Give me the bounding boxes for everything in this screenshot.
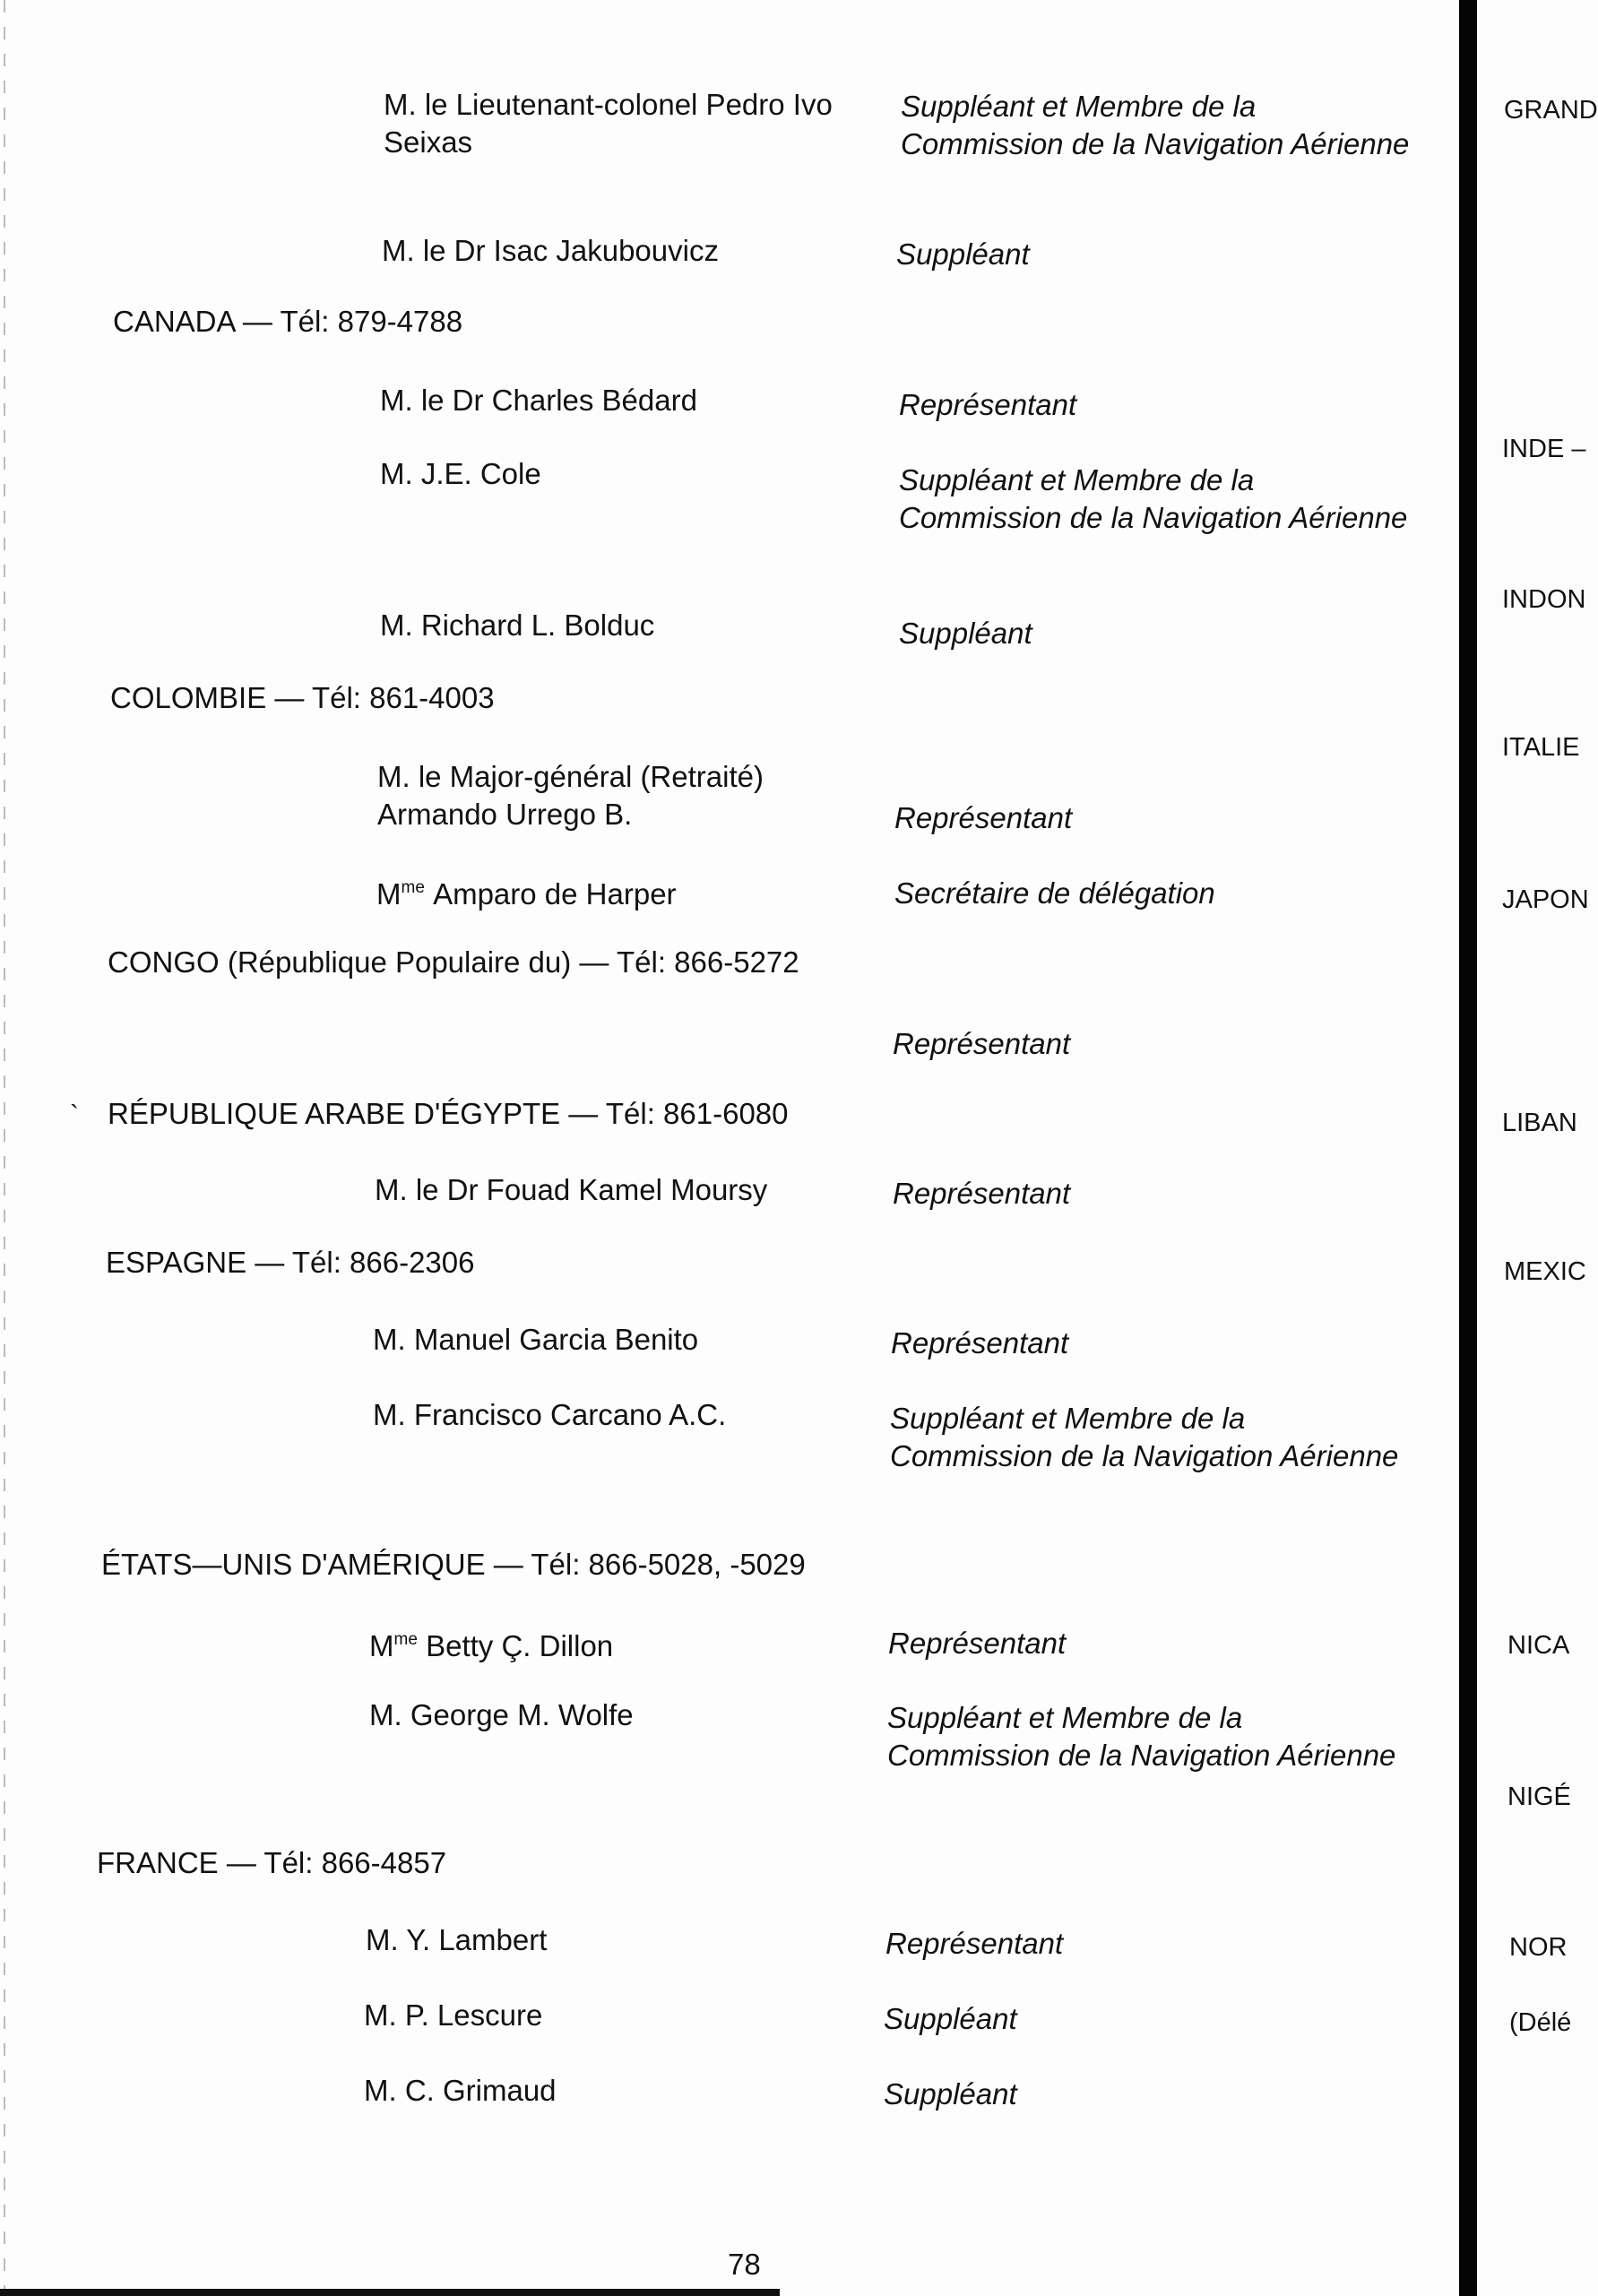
member-role: Suppléant <box>884 2077 1017 2110</box>
member-role: Secrétaire de délégation <box>894 876 1215 910</box>
member-name: M. Y. Lambert <box>366 1923 548 1956</box>
facing-country-fragment: JAPON <box>1502 885 1589 914</box>
member-role: Suppléant <box>899 617 1032 650</box>
book-gutter <box>1459 0 1477 2296</box>
member-name: M. George M. Wolfe <box>369 1698 634 1731</box>
facing-country-fragment: ITALIE <box>1502 733 1580 762</box>
member-name: M. Francisco Carcano A.C. <box>373 1398 727 1431</box>
member-name: M. le Dr Isac Jakubouvicz <box>382 234 719 267</box>
member-role: Représentant <box>885 1927 1064 1960</box>
member-role: Suppléant et Membre de la Commission de la Navigation Aérienne <box>890 1402 1399 1472</box>
country-heading: CANADA — Tél: 879-4788 <box>113 305 463 338</box>
facing-page <box>1477 0 1598 2296</box>
member-role: Représentant <box>893 1177 1071 1210</box>
member-name: M. J.E. Cole <box>380 457 541 490</box>
facing-country-fragment: (Délé <box>1509 2008 1572 2037</box>
facing-country-fragment: NOR <box>1509 1933 1568 1962</box>
facing-country-fragment: INDON <box>1502 585 1586 614</box>
member-role: Suppléant et Membre de la Commission de la Navigation Aérienne <box>887 1701 1396 1772</box>
member-role: Représentant <box>899 388 1077 421</box>
member-name: M. le Dr Fouad Kamel Moursy <box>375 1173 768 1206</box>
facing-country-fragment: MEXIC <box>1504 1257 1586 1286</box>
member-role: Représentant <box>893 1027 1071 1060</box>
country-heading: CONGO (République Populaire du) — Tél: 866-5272 <box>108 945 799 979</box>
page-edge-marks <box>4 0 5 2296</box>
member-role: Suppléant et Membre de la Commission de la Navigation Aérienne <box>901 90 1410 160</box>
member-name: M. le Dr Charles Bédard <box>380 384 697 417</box>
margin-mark: ` <box>70 1101 79 1130</box>
facing-country-fragment: INDE – <box>1502 435 1586 463</box>
facing-country-fragment: NIGÉ <box>1507 1782 1571 1811</box>
page-border <box>0 2289 780 2296</box>
member-name: M. P. Lescure <box>364 1998 543 2032</box>
page-number: 78 <box>728 2248 761 2281</box>
member-name: $M^{me}$ Amparo de Harper <box>376 877 677 911</box>
member-role: Représentant <box>894 801 1073 834</box>
facing-country-fragment: NICA <box>1507 1631 1570 1660</box>
member-role: Représentant <box>888 1627 1067 1660</box>
country-heading: ÉTATS—UNIS D'AMÉRIQUE — Tél: 866-5028, -5029 <box>101 1548 806 1581</box>
member-role: Suppléant <box>884 2002 1017 2035</box>
country-heading: COLOMBIE — Tél: 861-4003 <box>110 681 495 714</box>
country-heading: ESPAGNE — Tél: 866-2306 <box>106 1246 475 1279</box>
member-name: $M^{me}$ Betty Ç. Dillon <box>369 1629 614 1662</box>
member-role: Représentant <box>891 1326 1069 1359</box>
member-name: M. Richard L. Bolduc <box>380 609 655 642</box>
country-heading: RÉPUBLIQUE ARABE D'ÉGYPTE — Tél: 861-6080 <box>108 1097 789 1130</box>
member-name: M. Manuel Garcia Benito <box>373 1323 699 1356</box>
member-role: Suppléant et Membre de la Commission de la Navigation Aérienne <box>899 463 1408 534</box>
facing-country-fragment: LIBAN <box>1502 1109 1577 1137</box>
member-name: M. le Lieutenant-colonel Pedro Ivo Seixas <box>384 88 833 159</box>
country-heading: FRANCE — Tél: 866-4857 <box>97 1846 447 1879</box>
member-name: M. le Major-général (Retraité) Armando Urrego B. <box>377 760 764 831</box>
member-name: M. C. Grimaud <box>364 2074 557 2107</box>
member-role: Suppléant <box>896 237 1030 271</box>
facing-country-fragment: GRAND <box>1504 96 1598 125</box>
